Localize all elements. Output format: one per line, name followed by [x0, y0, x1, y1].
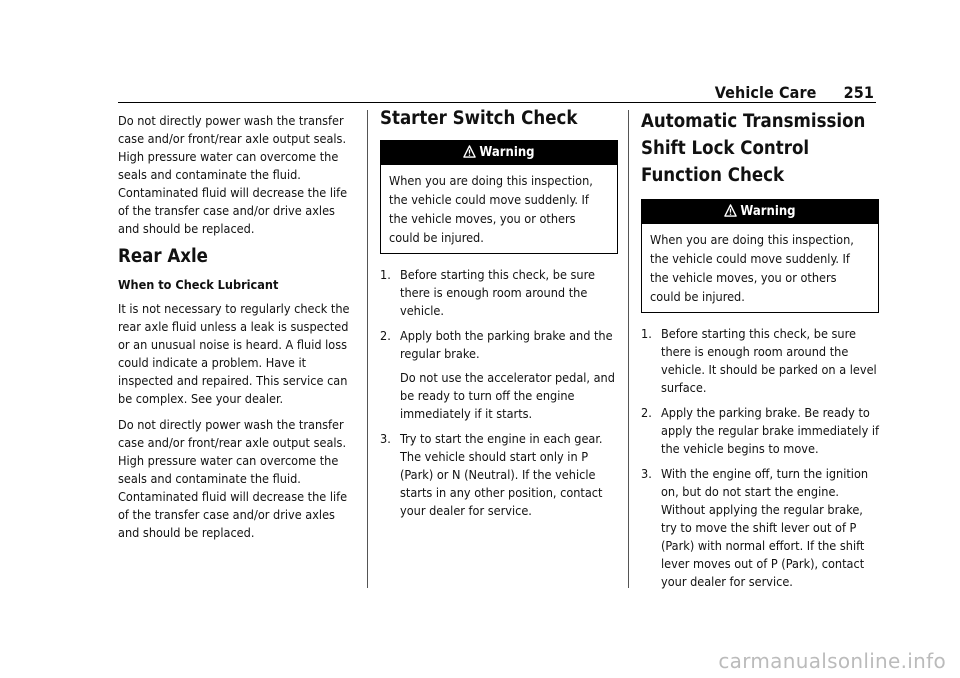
warning-header: [381, 141, 617, 165]
rear-axle-paragraph: It is not necessary to regularly check the rear axle fluid unless a leak is suspected or an unusual noise is heard. A fluid loss could indicate a problem. Have it inspected and repaired. This service can be complex. See your dealer.: [118, 301, 350, 406]
step-text: Apply both the parking brake and the regular brake.: [400, 328, 613, 361]
step-number: 3.: [641, 466, 652, 481]
column-right: [641, 108, 879, 598]
starter-switch-heading: Starter Switch Check: [380, 108, 578, 129]
warning-triangle-icon: [724, 202, 737, 226]
step-text: Try to start the engine in each gear. The vehicle should start only in P (Park) or N (Neutral). If the vehicle starts in any other position, contact your dealer for service.: [400, 431, 603, 518]
rear-axle-heading: Rear Axle: [118, 246, 208, 267]
step-number: 1.: [641, 326, 652, 341]
list-item: [641, 465, 879, 591]
warning-header: [642, 200, 878, 224]
step-number: 1.: [380, 267, 391, 282]
list-item: [380, 327, 618, 423]
column-left: [118, 112, 356, 550]
page-number: 251: [843, 83, 874, 102]
step-text: With the engine off, turn the ignition on, but do not start the engine. Without applying the regular brake, try to move the shift lever out of P (Park) with normal effort. If the shift lever moves out of P (Park), contact your dealer for service.: [661, 466, 869, 589]
warning-title: Warning: [479, 145, 535, 160]
warning-title: Warning: [740, 204, 796, 219]
step-number: 3.: [380, 431, 391, 446]
starter-check-steps: [380, 266, 618, 520]
list-item: [380, 266, 618, 320]
power-wash-caution-repeat: Do not directly power wash the transfer case and/or front/rear axle output seals. High pressure water can overcome the seals and contaminate the fluid. Contaminated fluid will decrease the life of the transfer case and/or drive axles and should be replaced.: [118, 417, 348, 540]
list-item: [641, 404, 879, 458]
warning-text: When you are doing this inspection, the vehicle could move suddenly. If the vehicle moves, you or others could be injured.: [650, 232, 854, 304]
step-text: Before starting this check, be sure there is enough room around the vehicle. It should be parked on a level surface.: [661, 326, 877, 395]
step-note: Do not use the accelerator pedal, and be ready to turn off the engine immediately if it starts.: [400, 370, 615, 421]
shift-lock-heading: Automatic Transmission Shift Lock Control Function Check: [641, 111, 866, 186]
column-middle: [380, 108, 618, 527]
step-text: Apply the parking brake. Be ready to apply the regular brake immediately if the vehicle begins to move.: [661, 405, 879, 456]
warning-triangle-icon: [463, 143, 476, 167]
shift-lock-steps: [641, 325, 879, 591]
section-title: Vehicle Care: [714, 83, 817, 102]
step-text: Before starting this check, be sure there is enough room around the vehicle.: [400, 267, 595, 318]
power-wash-caution: Do not directly power wash the transfer case and/or front/rear axle output seals. High pressure water can overcome the seals and contaminate the fluid. Contaminated fluid will decrease the life of the transfer case and/or drive axles and should be replaced.: [118, 113, 348, 236]
when-to-check-subheading: When to Check Lubricant: [118, 277, 279, 292]
column-divider: [628, 110, 629, 588]
warning-box: [641, 199, 879, 313]
warning-text: When you are doing this inspection, the vehicle could move suddenly. If the vehicle moves, you or others could be injured.: [389, 173, 593, 245]
list-item: [380, 430, 618, 520]
step-number: 2.: [380, 328, 391, 343]
step-number: 2.: [641, 405, 652, 420]
column-divider: [367, 110, 368, 588]
warning-box: [380, 140, 618, 254]
page-header: [715, 83, 874, 102]
list-item: [641, 325, 879, 397]
watermark: carmanualsonline.info: [718, 649, 946, 673]
header-rule: [118, 102, 876, 103]
